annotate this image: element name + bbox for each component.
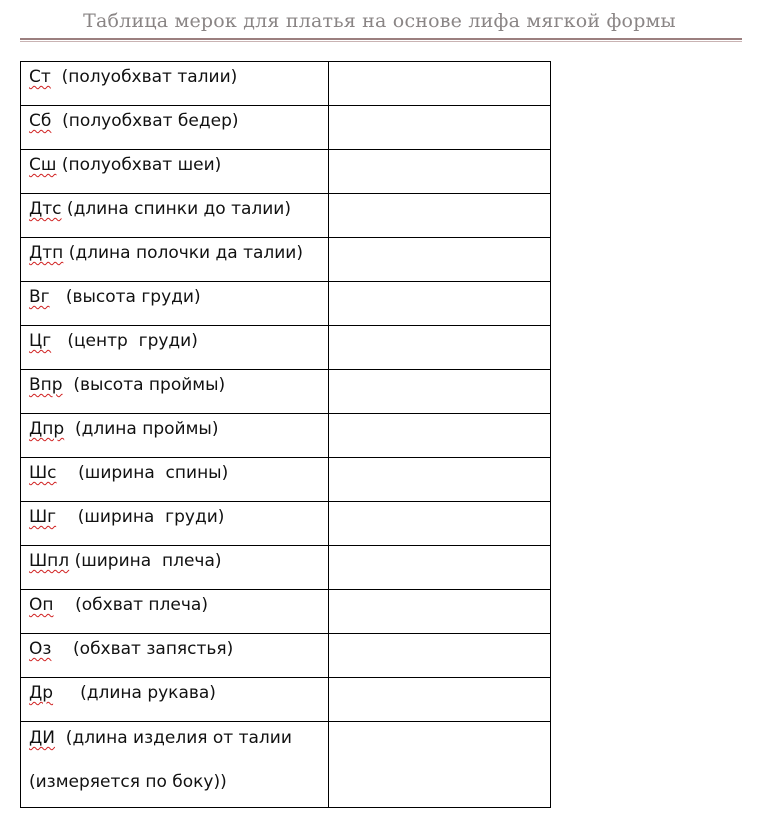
- measurement-desc: (обхват запястья): [51, 639, 234, 659]
- measurement-abbr: Дтс: [29, 199, 62, 219]
- table-row: [21, 150, 551, 194]
- measurement-desc-line1: (длина изделия от талии: [55, 728, 292, 748]
- title-underline: [20, 38, 742, 40]
- measurement-label: [21, 678, 328, 703]
- measurement-desc: (ширина плеча): [69, 551, 222, 571]
- table-row: [21, 370, 551, 414]
- measurement-abbr: Шг: [29, 507, 57, 527]
- table-row: [21, 414, 551, 458]
- measurement-label: [21, 546, 328, 571]
- measurement-desc: (полуобхват шеи): [56, 155, 222, 175]
- measurement-abbr: Др: [29, 683, 54, 703]
- measurement-abbr: Впр: [29, 375, 63, 395]
- measurement-desc: (центр груди): [51, 331, 198, 351]
- measurement-value-cell[interactable]: [329, 722, 551, 808]
- measurement-value-cell[interactable]: [329, 194, 551, 238]
- measurement-desc: (обхват плеча): [53, 595, 208, 615]
- measurement-label-cell[interactable]: [21, 370, 329, 414]
- measurement-label-cell[interactable]: [21, 546, 329, 590]
- measurement-desc-line2: (измеряется по боку)): [29, 772, 227, 792]
- measurement-label: [21, 194, 328, 219]
- measurement-value-cell[interactable]: [329, 62, 551, 106]
- table-row: [21, 62, 551, 106]
- document-title: Таблица мерок для платья на основе лифа мягкой формы: [83, 10, 676, 32]
- table-row: [21, 194, 551, 238]
- measurement-desc: (длина проймы): [64, 419, 219, 439]
- measurement-label: [21, 370, 328, 395]
- measurements-table: [20, 61, 551, 808]
- table-row: [21, 590, 551, 634]
- measurement-label-cell[interactable]: [21, 282, 329, 326]
- measurement-label: [21, 634, 328, 659]
- measurement-label-cell[interactable]: [21, 326, 329, 370]
- measurement-value-cell[interactable]: [329, 370, 551, 414]
- measurement-value-cell[interactable]: [329, 546, 551, 590]
- measurement-label-cell[interactable]: [21, 722, 329, 808]
- measurement-label-cell[interactable]: [21, 502, 329, 546]
- measurement-label: [21, 458, 328, 483]
- measurements-table-body: [21, 62, 551, 808]
- measurement-desc: (полуобхват талии): [50, 67, 238, 87]
- measurement-value-cell[interactable]: [329, 326, 551, 370]
- measurement-abbr: Дтп: [29, 243, 64, 263]
- measurement-abbr: ДИ: [29, 728, 55, 748]
- table-row: [21, 238, 551, 282]
- table-row: [21, 282, 551, 326]
- measurement-label-cell[interactable]: [21, 106, 329, 150]
- measurement-value-cell[interactable]: [329, 238, 551, 282]
- measurement-label: [21, 106, 328, 131]
- measurement-abbr: Оп: [29, 595, 54, 615]
- table-row: [21, 106, 551, 150]
- measurement-desc: (полуобхват бедер): [51, 111, 239, 131]
- measurement-label: [21, 414, 328, 439]
- measurement-desc: (длина спинки до талии): [61, 199, 291, 219]
- measurement-label: [21, 326, 328, 351]
- measurement-value-cell[interactable]: [329, 282, 551, 326]
- measurement-value-cell[interactable]: [329, 590, 551, 634]
- measurement-abbr: Дпр: [29, 419, 65, 439]
- measurement-desc: (высота груди): [49, 287, 201, 307]
- measurement-abbr: Сб: [29, 111, 52, 131]
- measurement-label: [21, 150, 328, 175]
- measurement-desc: (ширина груди): [56, 507, 225, 527]
- measurement-abbr: Цг: [29, 331, 52, 351]
- measurement-value-cell[interactable]: [329, 150, 551, 194]
- measurement-abbr: Вг: [29, 287, 50, 307]
- measurement-label-cell[interactable]: [21, 150, 329, 194]
- measurement-abbr: Ст: [29, 67, 51, 87]
- measurement-abbr: Сш: [29, 155, 57, 175]
- measurement-label-cell[interactable]: [21, 678, 329, 722]
- measurement-label: [21, 716, 328, 804]
- measurement-desc: (длина рукава): [53, 683, 216, 703]
- table-row: [21, 458, 551, 502]
- measurement-label: [21, 62, 328, 87]
- measurement-label: [21, 502, 328, 527]
- measurement-label-cell[interactable]: [21, 634, 329, 678]
- measurement-desc: (высота проймы): [62, 375, 226, 395]
- table-row: [21, 546, 551, 590]
- table-row: [21, 634, 551, 678]
- table-row: [21, 502, 551, 546]
- measurement-label: [21, 238, 328, 263]
- measurement-abbr: Оз: [29, 639, 52, 659]
- measurement-value-cell[interactable]: [329, 678, 551, 722]
- measurement-value-cell[interactable]: [329, 502, 551, 546]
- measurement-label-cell[interactable]: [21, 458, 329, 502]
- table-row-di: [21, 722, 551, 808]
- measurement-value-cell[interactable]: [329, 634, 551, 678]
- measurement-abbr: Шпл: [29, 551, 70, 571]
- measurement-label: [21, 590, 328, 615]
- measurement-label-cell[interactable]: [21, 414, 329, 458]
- measurement-label-cell[interactable]: [21, 590, 329, 634]
- measurement-value-cell[interactable]: [329, 414, 551, 458]
- measurement-label-cell[interactable]: [21, 194, 329, 238]
- table-row: [21, 326, 551, 370]
- measurement-label-cell[interactable]: [21, 238, 329, 282]
- table-row: [21, 678, 551, 722]
- measurement-desc: (длина полочки да талии): [63, 243, 303, 263]
- measurement-value-cell[interactable]: [329, 458, 551, 502]
- measurement-desc: (ширина спины): [56, 463, 229, 483]
- measurement-abbr: Шс: [29, 463, 57, 483]
- measurement-value-cell[interactable]: [329, 106, 551, 150]
- measurement-label-cell[interactable]: [21, 62, 329, 106]
- title-underline-thin: [20, 41, 742, 42]
- measurement-label: [21, 282, 328, 307]
